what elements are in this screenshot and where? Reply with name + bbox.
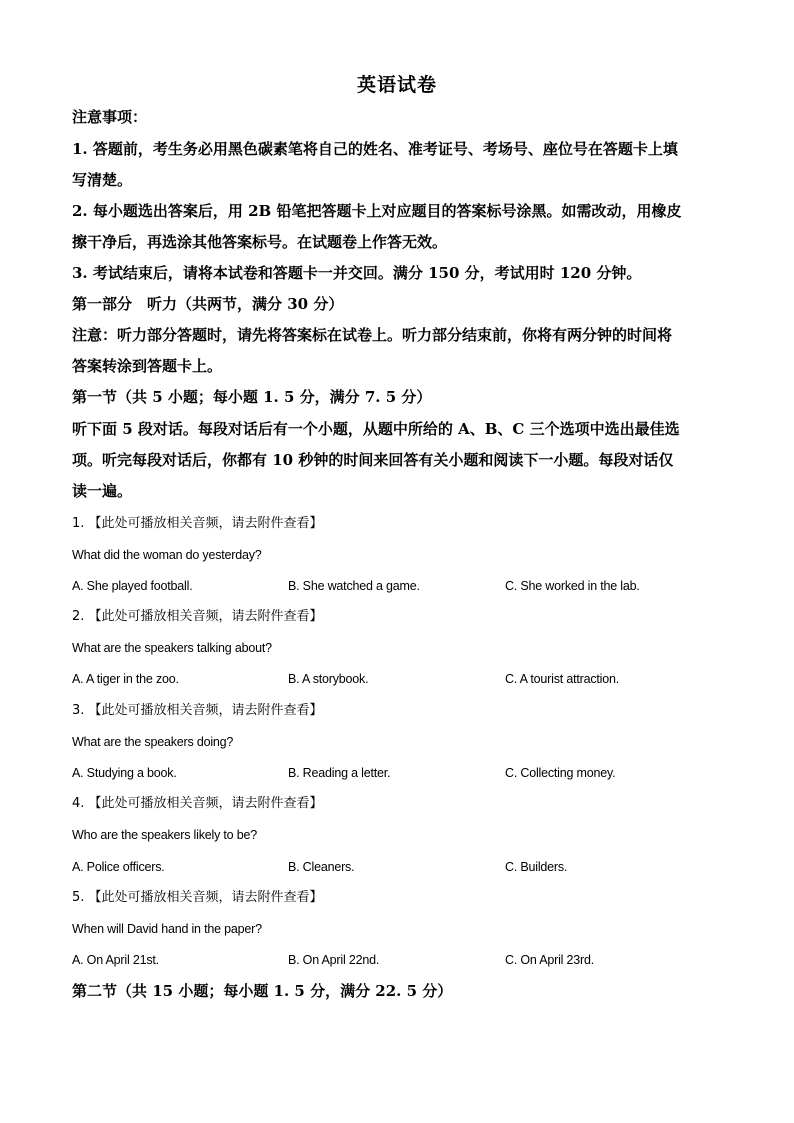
- question-3-option-c: C. Collecting money.: [505, 766, 616, 780]
- question-5-audio-link[interactable]: 5. 【此处可播放相关音频，请去附件查看】: [72, 890, 323, 905]
- question-2-option-c: C. A tourist attraction.: [505, 672, 620, 686]
- question-4-option-b: B. Cleaners.: [288, 860, 355, 874]
- section1-instruction-line-1: 听下面 5 段对话。每段对话后有一个小题，从题中所给的 A、B、C 三个选项中选出最佳选: [72, 420, 680, 438]
- notice-item-2-line-2: 擦干净后，再选涂其他答案标号。在试题卷上作答无效。: [72, 233, 448, 251]
- part1-note-line-2: 答案转涂到答题卡上。: [72, 357, 223, 375]
- question-2-option-b: B. A storybook.: [288, 672, 369, 686]
- page-title: 英语试卷: [356, 74, 437, 96]
- question-4-audio-link[interactable]: 4. 【此处可播放相关音频，请去附件查看】: [72, 796, 323, 811]
- question-1-option-a: A. She played football.: [72, 579, 193, 593]
- question-5-option-b: B. On April 22nd.: [288, 953, 380, 967]
- part1-heading: 第一部分 听力（共两节，满分 30 分）: [72, 295, 344, 313]
- question-3-option-b: B. Reading a letter.: [288, 766, 391, 780]
- question-1-text: What did the woman do yesterday?: [72, 548, 262, 562]
- question-4-text: Who are the speakers likely to be?: [72, 828, 257, 842]
- notice-item-2-line-1: 2. 每小题选出答案后，用 2B 铅笔把答题卡上对应题目的答案标号涂黑。如需改动，用橡皮: [72, 202, 682, 220]
- question-2-text: What are the speakers talking about?: [72, 641, 272, 655]
- section1-heading: 第一节（共 5 小题；每小题 1. 5 分，满分 7. 5 分）: [72, 388, 432, 406]
- question-2-option-a: A. A tiger in the zoo.: [72, 672, 179, 686]
- notice-item-1-line-1: 1. 答题前，考生务必用黑色碳素笔将自己的姓名、准考证号、考场号、座位号在答题卡上填: [72, 140, 678, 158]
- question-5-option-a: A. On April 21st.: [72, 953, 159, 967]
- question-1-audio-link[interactable]: 1. 【此处可播放相关音频，请去附件查看】: [72, 516, 323, 531]
- question-1-option-b: B. She watched a game.: [288, 579, 420, 593]
- notice-item-1-line-2: 写清楚。: [72, 171, 133, 189]
- section2-heading: 第二节（共 15 小题；每小题 1. 5 分，满分 22. 5 分）: [72, 982, 453, 1000]
- question-3-text: What are the speakers doing?: [72, 735, 234, 749]
- question-4-option-c: C. Builders.: [505, 860, 568, 874]
- question-5-option-c: C. On April 23rd.: [505, 953, 595, 967]
- question-5-text: When will David hand in the paper?: [72, 922, 262, 936]
- question-4-option-a: A. Police officers.: [72, 860, 165, 874]
- notice-item-3: 3. 考试结束后，请将本试卷和答题卡一并交回。满分 150 分，考试用时 120 分钟。: [72, 264, 642, 282]
- part1-note-line-1: 注意：听力部分答题时，请先将答案标在试卷上。听力部分结束前，你将有两分钟的时间将: [72, 326, 673, 344]
- section1-instruction-line-3: 读一遍。: [72, 482, 133, 500]
- question-1-option-c: C. She worked in the lab.: [505, 579, 640, 593]
- question-3-audio-link[interactable]: 3. 【此处可播放相关音频，请去附件查看】: [72, 703, 323, 718]
- question-3-option-a: A. Studying a book.: [72, 766, 177, 780]
- section1-instruction-line-2: 项。听完每段对话后，你都有 10 秒钟的时间来回答有关小题和阅读下一小题。每段对话仅: [72, 451, 674, 469]
- question-2-audio-link[interactable]: 2. 【此处可播放相关音频，请去附件查看】: [72, 609, 323, 624]
- notice-heading: 注意事项：: [72, 108, 148, 126]
